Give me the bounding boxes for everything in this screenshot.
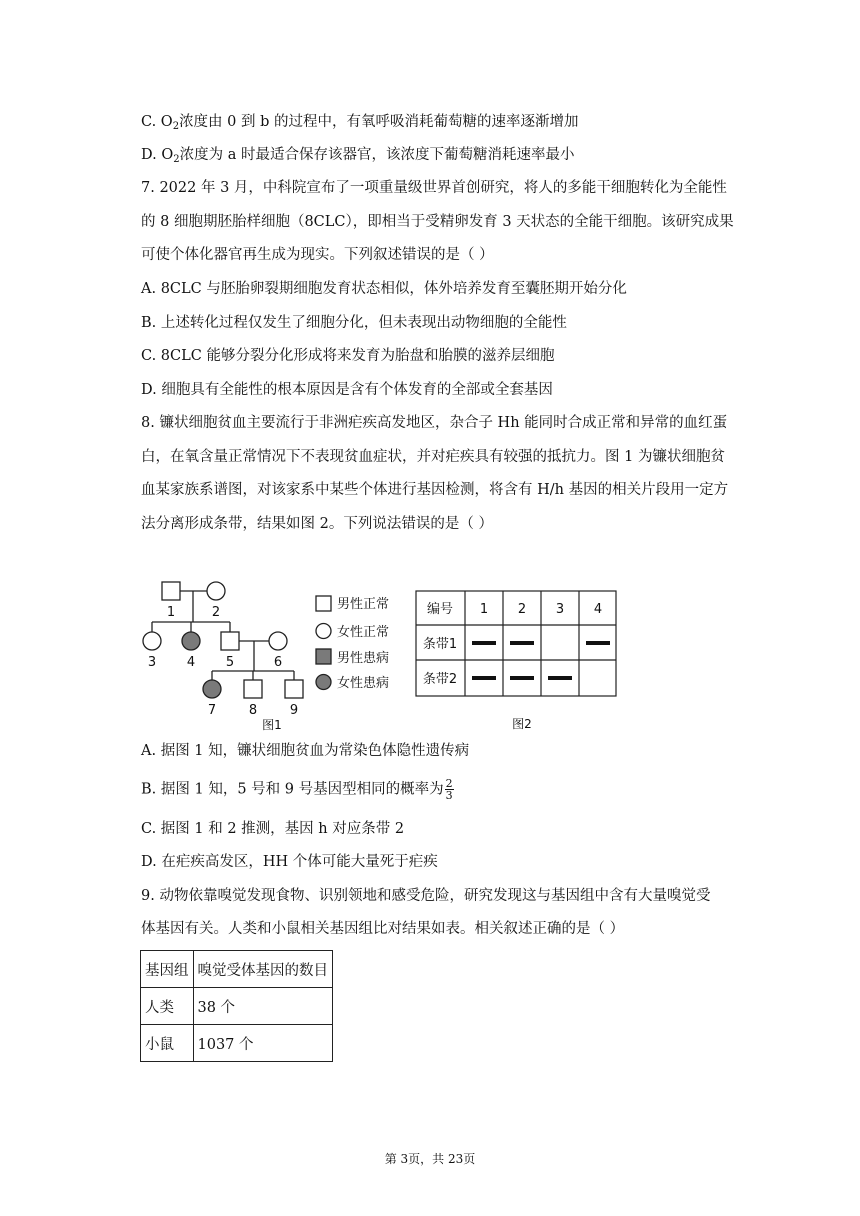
- band-mark: [548, 676, 572, 680]
- table-header-row: [141, 951, 333, 988]
- band-mark: [586, 641, 610, 645]
- legend-male-normal-symbol: [316, 596, 331, 611]
- pedigree-figure: [140, 576, 410, 736]
- table-cell: 1037 个: [193, 1025, 333, 1062]
- pedigree-number: 9: [289, 703, 299, 718]
- band-row-label: 条带1: [422, 637, 458, 652]
- table-row: [141, 1025, 333, 1062]
- band-header: 4: [593, 602, 603, 617]
- question-8-line2: 白，在氧含量正常情况下不表现贫血症状，并对疟疾具有较强的抵抗力。图 1 为镰状细胞贫: [141, 449, 725, 465]
- option-8a: A. 据图 1 知，镰状细胞贫血为常染色体隐性遗传病: [141, 743, 470, 759]
- option-7b: B. 上述转化过程仅发生了细胞分化，但未表现出动物细胞的全能性: [141, 315, 567, 331]
- legend-female-normal-symbol: [316, 624, 331, 639]
- pedigree-number: 2: [211, 605, 221, 620]
- pedigree-individual-2: [207, 582, 225, 600]
- pedigree-individual-9: [285, 680, 303, 698]
- olfactory-gene-table: [140, 950, 333, 1062]
- legend-label: 男性正常: [337, 597, 390, 612]
- question-7-line2: 的 8 细胞期胚胎样细胞（8CLC），即相当于受精卵发育 3 天状态的全能干细胞。该研究成果: [141, 214, 734, 230]
- question-7-line3: 可使个体化器官再生成为现实。下列叙述错误的是（ ）: [141, 247, 494, 263]
- band-mark: [510, 641, 534, 645]
- pedigree-number: 5: [225, 655, 235, 670]
- option-7d: D. 细胞具有全能性的根本原因是含有个体发育的全部或全套基因: [141, 382, 553, 398]
- figure-1-caption: 图1: [262, 718, 282, 732]
- pedigree-individual-8: [244, 680, 262, 698]
- band-mark: [472, 641, 496, 645]
- option-7a: A. 8CLC 与胚胎卵裂期细胞发育状态相似，体外培养发育至囊胚期开始分化: [141, 281, 627, 297]
- legend-female-affected-symbol: [316, 675, 331, 690]
- legend-label: 男性患病: [337, 651, 390, 666]
- option-6d: D. $O_2$浓度为 a 时最适合保存该器官，该浓度下葡萄糖消耗速率最小: [141, 147, 575, 165]
- band-header: 3: [555, 602, 565, 617]
- pedigree-number: 7: [207, 703, 217, 718]
- pedigree-number: 4: [186, 655, 196, 670]
- option-7c: C. 8CLC 能够分裂分化形成将来发育为胎盘和胎膜的滋养层细胞: [141, 348, 555, 364]
- band-header: 编号: [426, 602, 454, 617]
- question-8-line3: 血某家族系谱图，对该家系中某些个体进行基因检测，将含有 H/h 基因的相关片段用一定方: [141, 482, 729, 498]
- question-7-line1: 7. 2022 年 3 月，中科院宣布了一项重量级世界首创研究，将人的多能干细胞转化为全能性: [141, 180, 727, 196]
- page-footer: 第 3页，共 23页: [384, 1152, 476, 1166]
- band-figure: [415, 590, 620, 740]
- pedigree-individual-5: [221, 632, 239, 650]
- option-8d: D. 在疟疾高发区，HH 个体可能大量死于疟疾: [141, 854, 438, 870]
- band-mark: [510, 676, 534, 680]
- band-header: 2: [517, 602, 527, 617]
- pedigree-number: 3: [147, 655, 157, 670]
- question-9-line2: 体基因有关。人类和小鼠相关基因组比对结果如表。相关叙述正确的是（ ）: [141, 921, 625, 937]
- band-header: 1: [479, 602, 489, 617]
- option-8c: C. 据图 1 和 2 推测，基因 h 对应条带 2: [141, 821, 405, 837]
- fraction: $\frac{2}{3}$: [445, 777, 453, 802]
- pedigree-individual-6: [269, 632, 287, 650]
- table-row: [141, 988, 333, 1025]
- pedigree-number: 8: [248, 703, 258, 718]
- pedigree-individual-7: [203, 680, 221, 698]
- pedigree-individual-3: [143, 632, 161, 650]
- option-8b: B. 据图 1 知，5 号和 9 号基因型相同的概率为 $\frac{2}{3}$: [141, 777, 453, 802]
- table-header-cell: 嗅觉受体基因的数目: [193, 951, 333, 988]
- legend-label: 女性患病: [337, 676, 390, 691]
- table-header-cell: 基因组: [141, 951, 194, 988]
- option-6c: C. $O_2$浓度由 0 到 b 的过程中，有氧呼吸消耗葡萄糖的速率逐渐增加: [141, 114, 579, 132]
- figure-2-caption: 图2: [512, 717, 532, 731]
- pedigree-number: 6: [273, 655, 283, 670]
- band-row-label: 条带2: [422, 672, 458, 687]
- table-cell: 38 个: [193, 988, 333, 1025]
- table-cell: 人类: [141, 988, 194, 1025]
- legend-male-affected-symbol: [316, 649, 331, 664]
- band-mark: [472, 676, 496, 680]
- pedigree-individual-4: [182, 632, 200, 650]
- question-9-line1: 9. 动物依靠嗅觉发现食物、识别领地和感受危险，研究发现这与基因组中含有大量嗅觉受: [141, 888, 711, 904]
- table-cell: 小鼠: [141, 1025, 194, 1062]
- question-8-line1: 8. 镰状细胞贫血主要流行于非洲疟疾高发地区，杂合子 Hh 能同时合成正常和异常的血红蛋: [141, 415, 728, 431]
- question-8-line4: 法分离形成条带，结果如图 2。下列说法错误的是（ ）: [141, 516, 493, 532]
- legend-label: 女性正常: [337, 625, 390, 640]
- pedigree-individual-1: [162, 582, 180, 600]
- pedigree-number: 1: [166, 605, 176, 620]
